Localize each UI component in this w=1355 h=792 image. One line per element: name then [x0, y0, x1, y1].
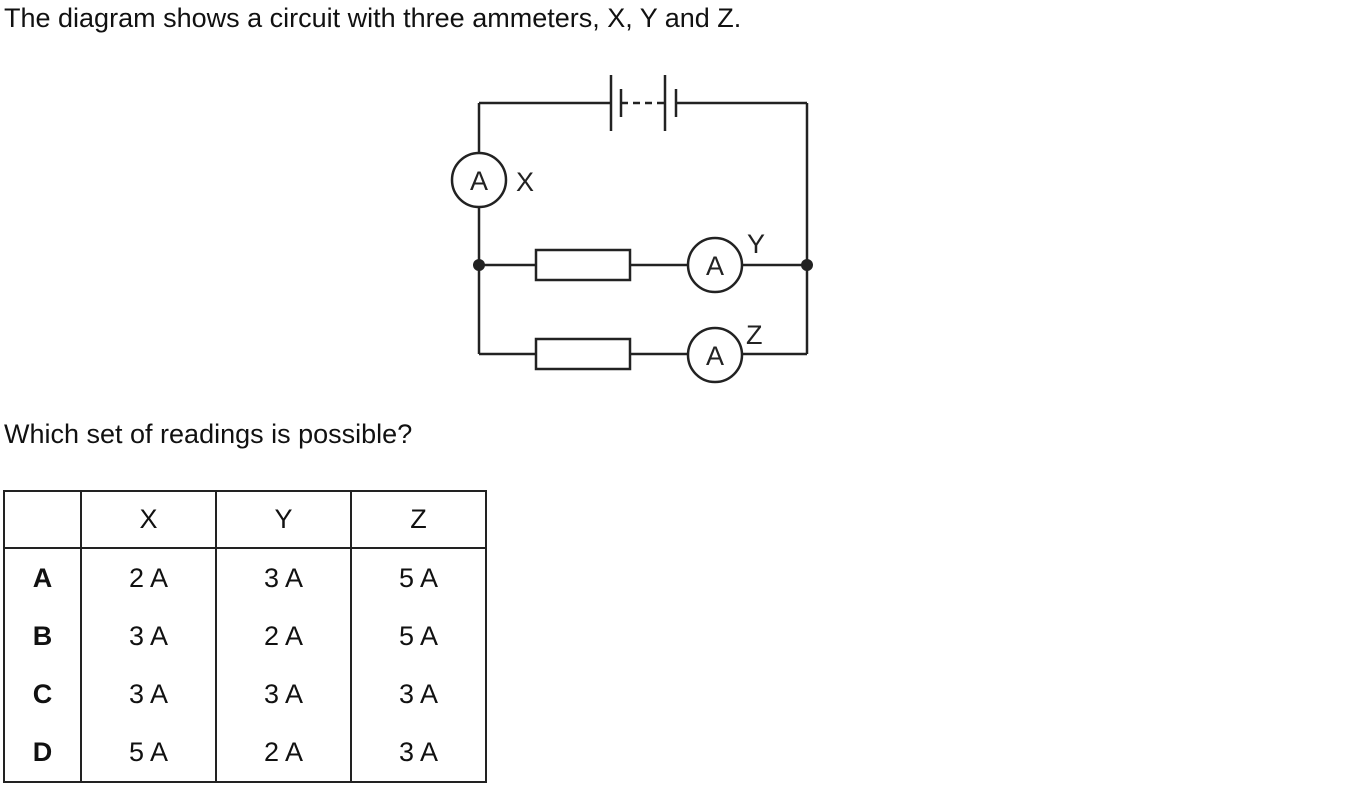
header-cell-y: Y	[216, 491, 351, 548]
header-cell-x: X	[81, 491, 216, 548]
reading-y: 3 A	[216, 665, 351, 723]
reading-y: 3 A	[216, 548, 351, 607]
table-row	[4, 607, 486, 665]
reading-x: 3 A	[81, 665, 216, 723]
reading-x: 5 A	[81, 723, 216, 782]
ammeter-z-label: Z	[746, 320, 763, 350]
reading-z: 5 A	[351, 548, 486, 607]
reading-x: 3 A	[81, 607, 216, 665]
reading-z: 5 A	[351, 607, 486, 665]
readings-table	[3, 490, 487, 783]
reading-z: 3 A	[351, 723, 486, 782]
table-row	[4, 665, 486, 723]
circuit-diagram	[440, 70, 830, 400]
resistor-lower	[536, 339, 630, 369]
header-cell-blank	[4, 491, 81, 548]
ammeter-x-label: X	[516, 167, 535, 197]
option-label-a: A	[32, 562, 53, 593]
option-label-c: C	[32, 678, 53, 709]
question-intro: The diagram shows a circuit with three ammeters, X, Y and Z.	[4, 3, 742, 33]
ammeter-z-symbol: A	[705, 341, 725, 371]
table-row	[4, 723, 486, 782]
reading-y: 2 A	[216, 723, 351, 782]
resistor-upper	[536, 250, 630, 280]
ammeter-z	[688, 320, 763, 382]
junction-left	[473, 259, 485, 271]
ammeter-y-label: Y	[747, 229, 766, 259]
ammeter-x	[452, 153, 534, 207]
question-prompt: Which set of readings is possible?	[4, 419, 413, 449]
ammeter-y-symbol: A	[705, 251, 725, 281]
option-label-b: B	[32, 620, 53, 651]
header-cell-z: Z	[351, 491, 486, 548]
table-row	[4, 548, 486, 607]
reading-z: 3 A	[351, 665, 486, 723]
table-header-row	[4, 491, 486, 548]
battery-icon	[611, 75, 676, 131]
ammeter-x-symbol: A	[469, 166, 489, 196]
ammeter-y	[688, 229, 765, 292]
option-label-d: D	[32, 736, 53, 767]
reading-y: 2 A	[216, 607, 351, 665]
junction-right	[801, 259, 813, 271]
reading-x: 2 A	[81, 548, 216, 607]
